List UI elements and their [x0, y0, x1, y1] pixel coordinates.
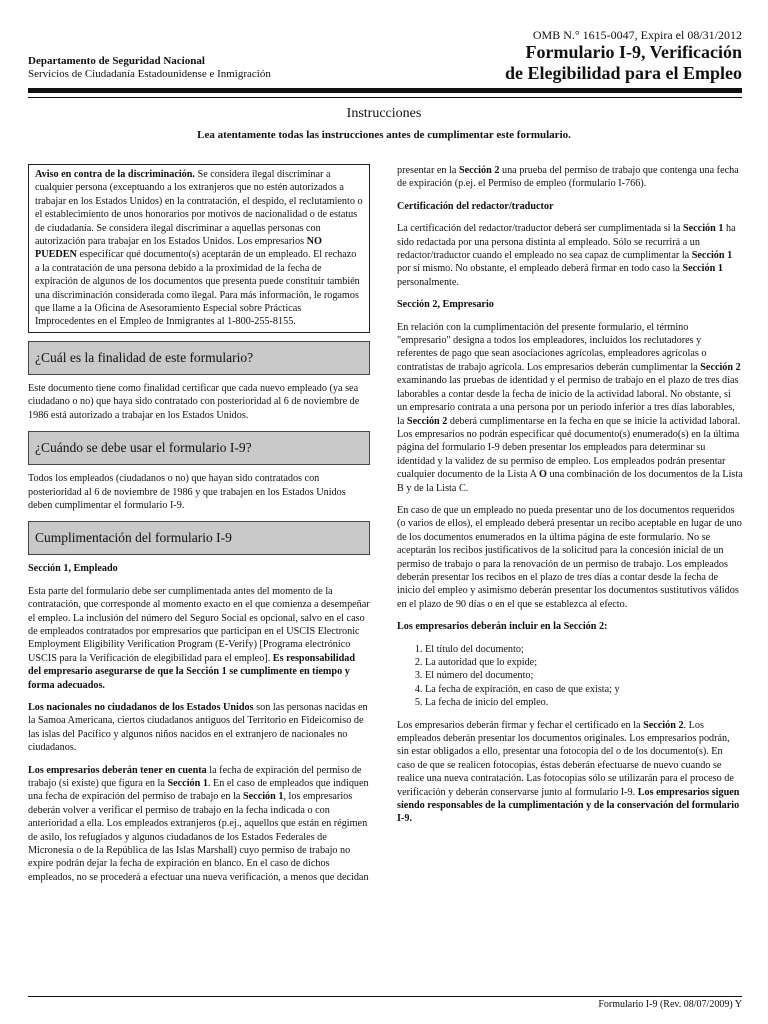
form-title [382, 42, 742, 84]
notice-text-2: especificar qué documento(s) aceptarán de un empleado. El rechazo a la contratación de una persona debido a la proximidad de la fecha de expiración de algunos de los documentos que presenta puede constituir también una discriminación considerada como ilegal. Para más información, le rogamos que llame a la Oficina de Asesoramiento Especial sobre Prácticas Improcedentes en el Empleo de Inmigrantes al 1-800-255-8155. [35, 249, 360, 328]
cont-1: presentar en la [397, 165, 459, 176]
include-title: Los empresarios deberán incluir en la Sección 2: [397, 621, 608, 633]
sec2-4: una combinación de los documentos de la Lista B y de la Lista C. [397, 469, 743, 494]
list-item: 3. El número del documento; [425, 669, 743, 682]
continuation-text [397, 164, 743, 191]
instructions-heading: Instrucciones [346, 106, 422, 121]
sign-2: . Los empleados deberán presentar los documentos originales. Los empresarios podrán, sin estar obligados a ello, presentar una fotocopia del o de los documento(s). En caso de que se realicen fotocopias, éstas deberán efectuarse de nuevo cuando se realice una nueva contratación. Las fotocopias sólo se utilizarán para el proceso de verificación y deberán conservarse junto al formulario I-9. [397, 719, 734, 798]
case-text: En caso de que un empleado no pueda presentar uno de los documentos requeridos (o varios de ellos), el empleado deberá presentar un recibo aceptable en lugar de uno de los documentos enumerados en la última página de este formulario. No se aceptarán los recibos justificativos de la solicitud para la concesión inicial de un permiso de trabajo o para la renovación de un permiso de trabajo. Los empleados deberán presentar los recibos en el plazo de tres días a contar desde la fecha de inicio del empleo y asimismo deberán presentar los documentos sustitutivos válidos en el plazo de 90 días o en el que se establezca al efecto. [397, 504, 742, 610]
cert-4: personalmente. [397, 276, 459, 288]
cert-sec1-b: Sección 1 [691, 250, 733, 262]
header-rule-thick [28, 88, 742, 93]
notice-text-1: Se considera ilegal discriminar a cualquier persona (exceptuando a los extranjeros que no estén autorizados a trabajar en los Estados Unidos) en la contratación, el despido, el reclutamiento o el establecimiento de unos honorarios por motivos de nacionalidad o de estatus de ciudadanía. Se considera ilegal discriminar a aquellas personas con autorización para trabajar en los Estados Unidos. Los empresarios [35, 169, 363, 248]
employers-sec1-b: Sección 1 [242, 791, 284, 803]
section-heading-when: ¿Cuándo se debe usar el formulario I-9? [28, 431, 370, 465]
employers-body-1: la fecha de expiración del permiso de trabajo (si existe) que figura en la [28, 764, 362, 789]
cert-2: ha sido redactada por una persona distinta al empleado. Sólo se recurrirá a un redactor/traductor cuando el empleado no sea capaz de cumplimentar la [397, 223, 736, 262]
section2-title: Sección 2, Empresario [397, 299, 494, 311]
employers-sec1-a: Sección 1 [167, 778, 208, 789]
list-item: 4. La fecha de expiración, en caso de que exista; y [425, 683, 743, 696]
section2-text [397, 321, 743, 495]
form-title-line2: de Elegibilidad para el Empleo [504, 63, 742, 83]
service-name: Servicios de Ciudadanía Estadounidense e Inmigración [28, 68, 271, 80]
cont-sec2: Sección 2 [458, 165, 500, 176]
employers-body-3: , los empresarios deberán volver a verificar el permiso de trabajo en la fecha indicada o con anterioridad a ella. Los empleados extranjeros (p.ej., aquellos que están en régimen de asilo, los refugiados y algunos ciudadanos de los Estados Federales de Micronesia o de la República de las Islas Marshall) cuyo permiso de trabajo no expire podrán dejar la fecha de expiración en blanco. En el caso de dichos empleados, no se procederá a efectuar una nueva verificación, a menos que decidan [28, 791, 369, 883]
section1-bold: Es responsabilidad del empresario asegurarse de que la Sección 1 se cumplimente en tiempo y forma adecuados. [28, 652, 355, 691]
employers-text [28, 764, 370, 885]
cert-title: Certificación del redactor/traductor [397, 200, 554, 212]
list-item: 2. La autoridad que lo expide; [425, 656, 743, 669]
sec2-2: examinando las pruebas de identidad y el permiso de trabajo en el plazo de tres días laborables a contar desde la fecha de inicio de la actividad laboral. No obstante, si un empresario contrata a una persona por un periodo inferior a tres días laborables, la [397, 375, 739, 427]
footer-rule [28, 996, 742, 997]
omb-number: OMB N.° 1615-0047, Expira el 08/31/2012 [532, 28, 742, 42]
right-column [397, 164, 743, 835]
form-title-line1: Formulario I-9, Verificación [525, 42, 742, 62]
sec2-3: deberá cumplimentarse en la fecha en que se inicie la actividad laboral. Los empresarios no podrán especificar qué documento(s) enumerado(s) en la última página del formulario I-9 deben presentar los empleados para determinar su identidad y la validez de su permiso de empleo. Los empleados podrán presentar cualquier documento de la Lista A [397, 415, 741, 481]
employers-bold: Los empresarios deberán tener en cuenta [28, 764, 207, 776]
nationals-body: son las personas nacidas en la Samoa Americana, ciertos ciudadanos antiguos del Territorio en Fideicomiso de las islas del Pacífico y algunos niños nacidos en el extranjero de nacionales no ciudadanos. [28, 701, 368, 754]
employers-body-2: . En el caso de empleados que indiquen una fecha de expiración del permiso de trabajo en la [28, 778, 369, 803]
purpose-text: Este documento tiene como finalidad certificar que cada nuevo empleado (ya sea ciudadano o no) que haya sido contratado con posterioridad al 6 de noviembre de 1986 está autorizado a trabajar en los Estados Unidos. [28, 382, 360, 421]
list-item: 1. El título del documento; [425, 643, 743, 656]
section1-body: Esta parte del formulario debe ser cumplimentada antes del momento de la contratación, que corresponde al momento exacto en el que comienza a desempeñar el empleo. La inclusión del número del Seguro Social es opcional, salvo en el caso de empleados contratados por empresarios que participan en el USCIS Electronic Employment Eligibility Verification Program (E-Verify) [Programa electrónico USCIS para la Verificación de elegibilidad para el empleo]. [28, 585, 370, 664]
header-rule-thin [28, 97, 742, 98]
notice-caps: NO PUEDEN [35, 236, 322, 261]
sec2-b1: Sección 2 [700, 361, 741, 373]
nationals-text [28, 701, 370, 755]
sec2-b2: Sección 2 [406, 415, 448, 427]
include-list [397, 643, 743, 710]
cert-1: La certificación del redactor/traductor deberá ser cumplimentada si la [397, 223, 683, 235]
nationals-bold: Los nacionales no ciudadanos de los Estados Unidos [28, 701, 254, 713]
read-notice: Lea atentamente todas las instrucciones antes de cumplimentar este formulario. [197, 129, 571, 141]
footer-text: Formulario I-9 (Rev. 08/07/2009) Y [598, 999, 742, 1010]
cert-text [397, 222, 743, 289]
cert-sec1-a: Sección 1 [682, 223, 724, 235]
left-column [28, 164, 370, 893]
sign-1: Los empresarios deberán firmar y fechar el certificado en la [397, 719, 644, 731]
department-name: Departamento de Seguridad Nacional [28, 55, 205, 67]
sign-bold: Los empresarios siguen siendo responsables de la cumplimentación y de la conservación del formulario I-9. [397, 786, 740, 825]
cert-sec1-c: Sección 1 [682, 263, 723, 275]
cont-2: una prueba del permiso de trabajo que contenga una fecha de expiración (p.ej. el Permiso de empleo (formulario I-766). [397, 165, 739, 190]
section1-text [28, 585, 370, 692]
section-heading-completion: Cumplimentación del formulario I-9 [28, 521, 370, 555]
section-heading-purpose: ¿Cuál es la finalidad de este formulario? [28, 341, 370, 375]
section1-title: Sección 1, Empleado [28, 563, 118, 575]
notice-title: Aviso en contra de la discriminación. [35, 169, 195, 180]
sign-text [397, 719, 743, 826]
when-text: Todos los empleados (ciudadanos o no) que hayan sido contratados con posterioridad al 6 de noviembre de 1986 y que trabajen en los Estados Unidos deben cumplimentar el formulario I-9. [28, 473, 346, 511]
sign-sec2: Sección 2 [643, 719, 684, 731]
sec2-1: En relación con la cumplimentación del presente formulario, el término "empresario" designa a todos los empleadores, incluidos los reclutadores y referentes de pago que sean asociaciones agrícolas, empleadores agrícolas o contratistas de trabajo agrícola. Los empresarios deberán cumplimentar la [397, 321, 707, 373]
cert-3: por sí mismo. No obstante, el empleado deberá firmar en todo caso la [397, 263, 683, 275]
sec2-o: O [539, 469, 547, 481]
list-item: 5. La fecha de inicio del empleo. [425, 696, 743, 709]
discrimination-notice [28, 164, 370, 333]
